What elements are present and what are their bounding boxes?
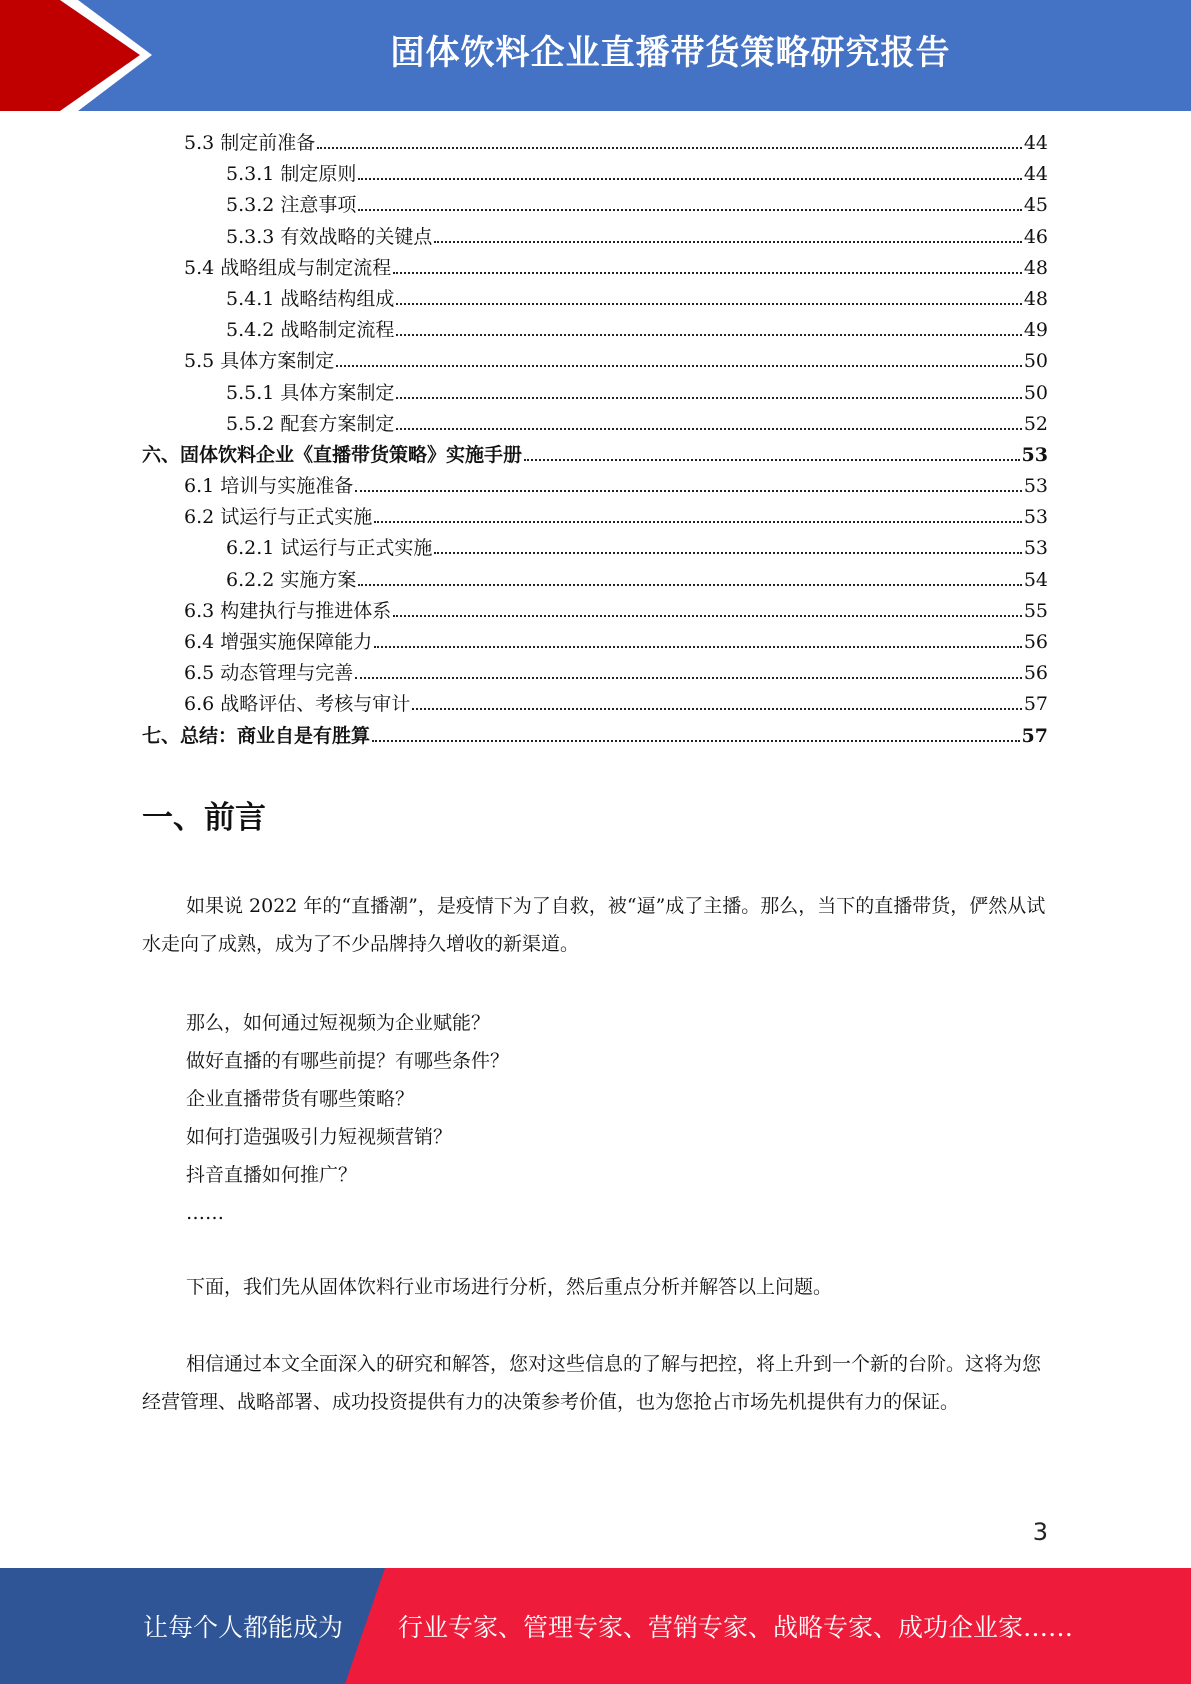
toc-entry[interactable] [142,159,1048,190]
toc-dot-leader [396,428,1021,430]
footer-slogan-right: 行业专家、管理专家、营销专家、战略专家、成功企业家…… [398,1613,1074,1642]
toc-entry-page: 53 [1023,537,1048,560]
toc-entry[interactable] [142,284,1048,315]
toc-entry-label: 5.4 战略组成与制定流程 [184,256,392,279]
toc-entry[interactable] [142,346,1048,377]
toc-dot-leader [372,740,1020,742]
question-list [186,1004,509,1232]
question-item: …… [186,1202,224,1224]
toc-dot-leader [374,646,1022,648]
footer-slogan-left: 让每个人都能成为 [143,1613,344,1642]
toc-entry-label: 5.5.1 具体方案制定 [226,381,395,404]
page-number: 3 [1032,1518,1048,1546]
toc-entry-label: 6.1 培训与实施准备 [184,475,354,498]
toc-entry-page: 46 [1023,225,1048,248]
page-header [0,0,1191,111]
analysis-paragraph: 下面，我们先从固体饮料行业市场进行分析，然后重点分析并解答以上问题。 [186,1276,833,1298]
toc-dot-leader [396,334,1021,336]
toc-entry-label: 六、固体饮料企业《直播带货策略》实施手册 [142,443,523,466]
toc-entry[interactable] [142,440,1048,471]
toc-entry-label: 5.5 具体方案制定 [184,350,335,373]
toc-dot-leader [336,365,1022,367]
toc-entry-label: 6.4 增强实施保障能力 [184,631,373,653]
conclusion-paragraph: 相信通过本文全面深入的研究和解答，您对这些信息的了解与把控，将上升到一个新的台阶。这将为您经营管理、战略部署、成功投资提供有力的决策参考价值，也为您抢占市场先机提供有力的保证。 [142,1353,1042,1413]
toc-entry-page: 52 [1023,412,1048,435]
toc-entry[interactable] [142,502,1048,533]
toc-dot-leader [434,552,1021,554]
toc-entry-label: 6.6 战略评估、考核与审计 [184,693,411,716]
toc-entry[interactable] [142,689,1048,720]
section-heading: 一、前言 [142,800,266,836]
toc-dot-leader [434,241,1021,243]
toc-entry-page: 53 [1023,475,1048,498]
toc-dot-leader [524,459,1020,461]
table-of-contents [142,128,1048,752]
toc-entry-page: 56 [1023,631,1048,653]
toc-dot-leader [358,584,1021,586]
toc-entry[interactable] [142,222,1048,253]
toc-entry[interactable] [142,190,1048,221]
toc-entry-page: 44 [1023,132,1048,154]
toc-entry-label: 5.3.1 制定原则 [226,163,357,186]
toc-entry-label: 6.3 构建执行与推进体系 [184,599,392,622]
toc-entry-label: 5.4.1 战略结构组成 [226,287,395,310]
toc-entry-label: 七、总结：商业自是有胜算 [142,724,371,747]
toc-entry[interactable] [142,253,1048,284]
toc-dot-leader [396,303,1021,305]
toc-dot-leader [355,677,1022,679]
toc-entry-label: 6.2 试运行与正式实施 [184,506,373,529]
toc-entry-label: 5.3.3 有效战略的关键点 [226,225,433,248]
toc-entry-page: 53 [1021,443,1048,466]
question-item: 做好直播的有哪些前提？有哪些条件？ [186,1050,510,1072]
toc-entry-page: 56 [1023,662,1048,685]
toc-entry-page: 57 [1021,724,1048,747]
toc-entry-label: 5.3 制定前准备 [184,132,316,154]
toc-entry-label: 5.4.2 战略制定流程 [226,319,395,342]
toc-entry-label: 6.2.2 实施方案 [226,568,357,591]
toc-entry-page: 55 [1023,599,1048,622]
toc-entry-label: 5.5.2 配套方案制定 [226,412,395,435]
toc-entry[interactable] [142,128,1048,159]
toc-entry[interactable] [142,533,1048,564]
toc-entry-page: 48 [1023,256,1048,279]
toc-entry[interactable] [142,565,1048,596]
question-item: 如何打造强吸引力短视频营销？ [186,1126,453,1148]
toc-dot-leader [358,178,1021,180]
toc-entry-label: 5.3.2 注意事项 [226,194,357,217]
toc-entry-page: 44 [1023,163,1048,186]
toc-entry-page: 57 [1023,693,1048,716]
toc-entry-label: 6.5 动态管理与完善 [184,662,354,685]
toc-entry[interactable] [142,471,1048,502]
toc-entry-label: 6.2.1 试运行与正式实施 [226,537,433,560]
toc-dot-leader [393,615,1022,617]
toc-dot-leader [358,209,1021,211]
toc-dot-leader [355,490,1022,492]
toc-dot-leader [317,147,1022,149]
page-footer [0,1568,1191,1684]
toc-dot-leader [412,708,1022,710]
toc-entry[interactable] [142,378,1048,409]
toc-dot-leader [374,521,1022,523]
toc-entry-page: 49 [1023,319,1048,342]
toc-entry-page: 50 [1023,350,1048,373]
toc-entry[interactable] [142,409,1048,440]
toc-entry[interactable] [142,627,1048,658]
toc-dot-leader [396,397,1021,399]
document-title: 固体饮料企业直播带货策略研究报告 [390,33,951,73]
toc-entry[interactable] [142,658,1048,689]
toc-entry[interactable] [142,596,1048,627]
toc-entry[interactable] [142,721,1048,752]
question-item: 那么，如何通过短视频为企业赋能？ [186,1012,491,1034]
intro-paragraph: 如果说 2022 年的“直播潮”，是疫情下为了自救，被“逼”成了主播。那么，当下的直播带货，俨然从试水走向了成熟，成为了不少品牌持久增收的新渠道。 [142,895,1046,955]
toc-entry-page: 53 [1023,506,1048,529]
toc-entry-page: 48 [1023,287,1048,310]
toc-entry-page: 45 [1023,194,1048,217]
toc-entry-page: 54 [1023,568,1048,591]
question-item: 企业直播带货有哪些策略？ [186,1088,415,1110]
toc-entry-page: 50 [1023,381,1048,404]
toc-entry[interactable] [142,315,1048,346]
header-arrow-decoration [0,0,160,111]
toc-dot-leader [393,272,1022,274]
question-item: 抖音直播如何推广？ [186,1164,358,1186]
